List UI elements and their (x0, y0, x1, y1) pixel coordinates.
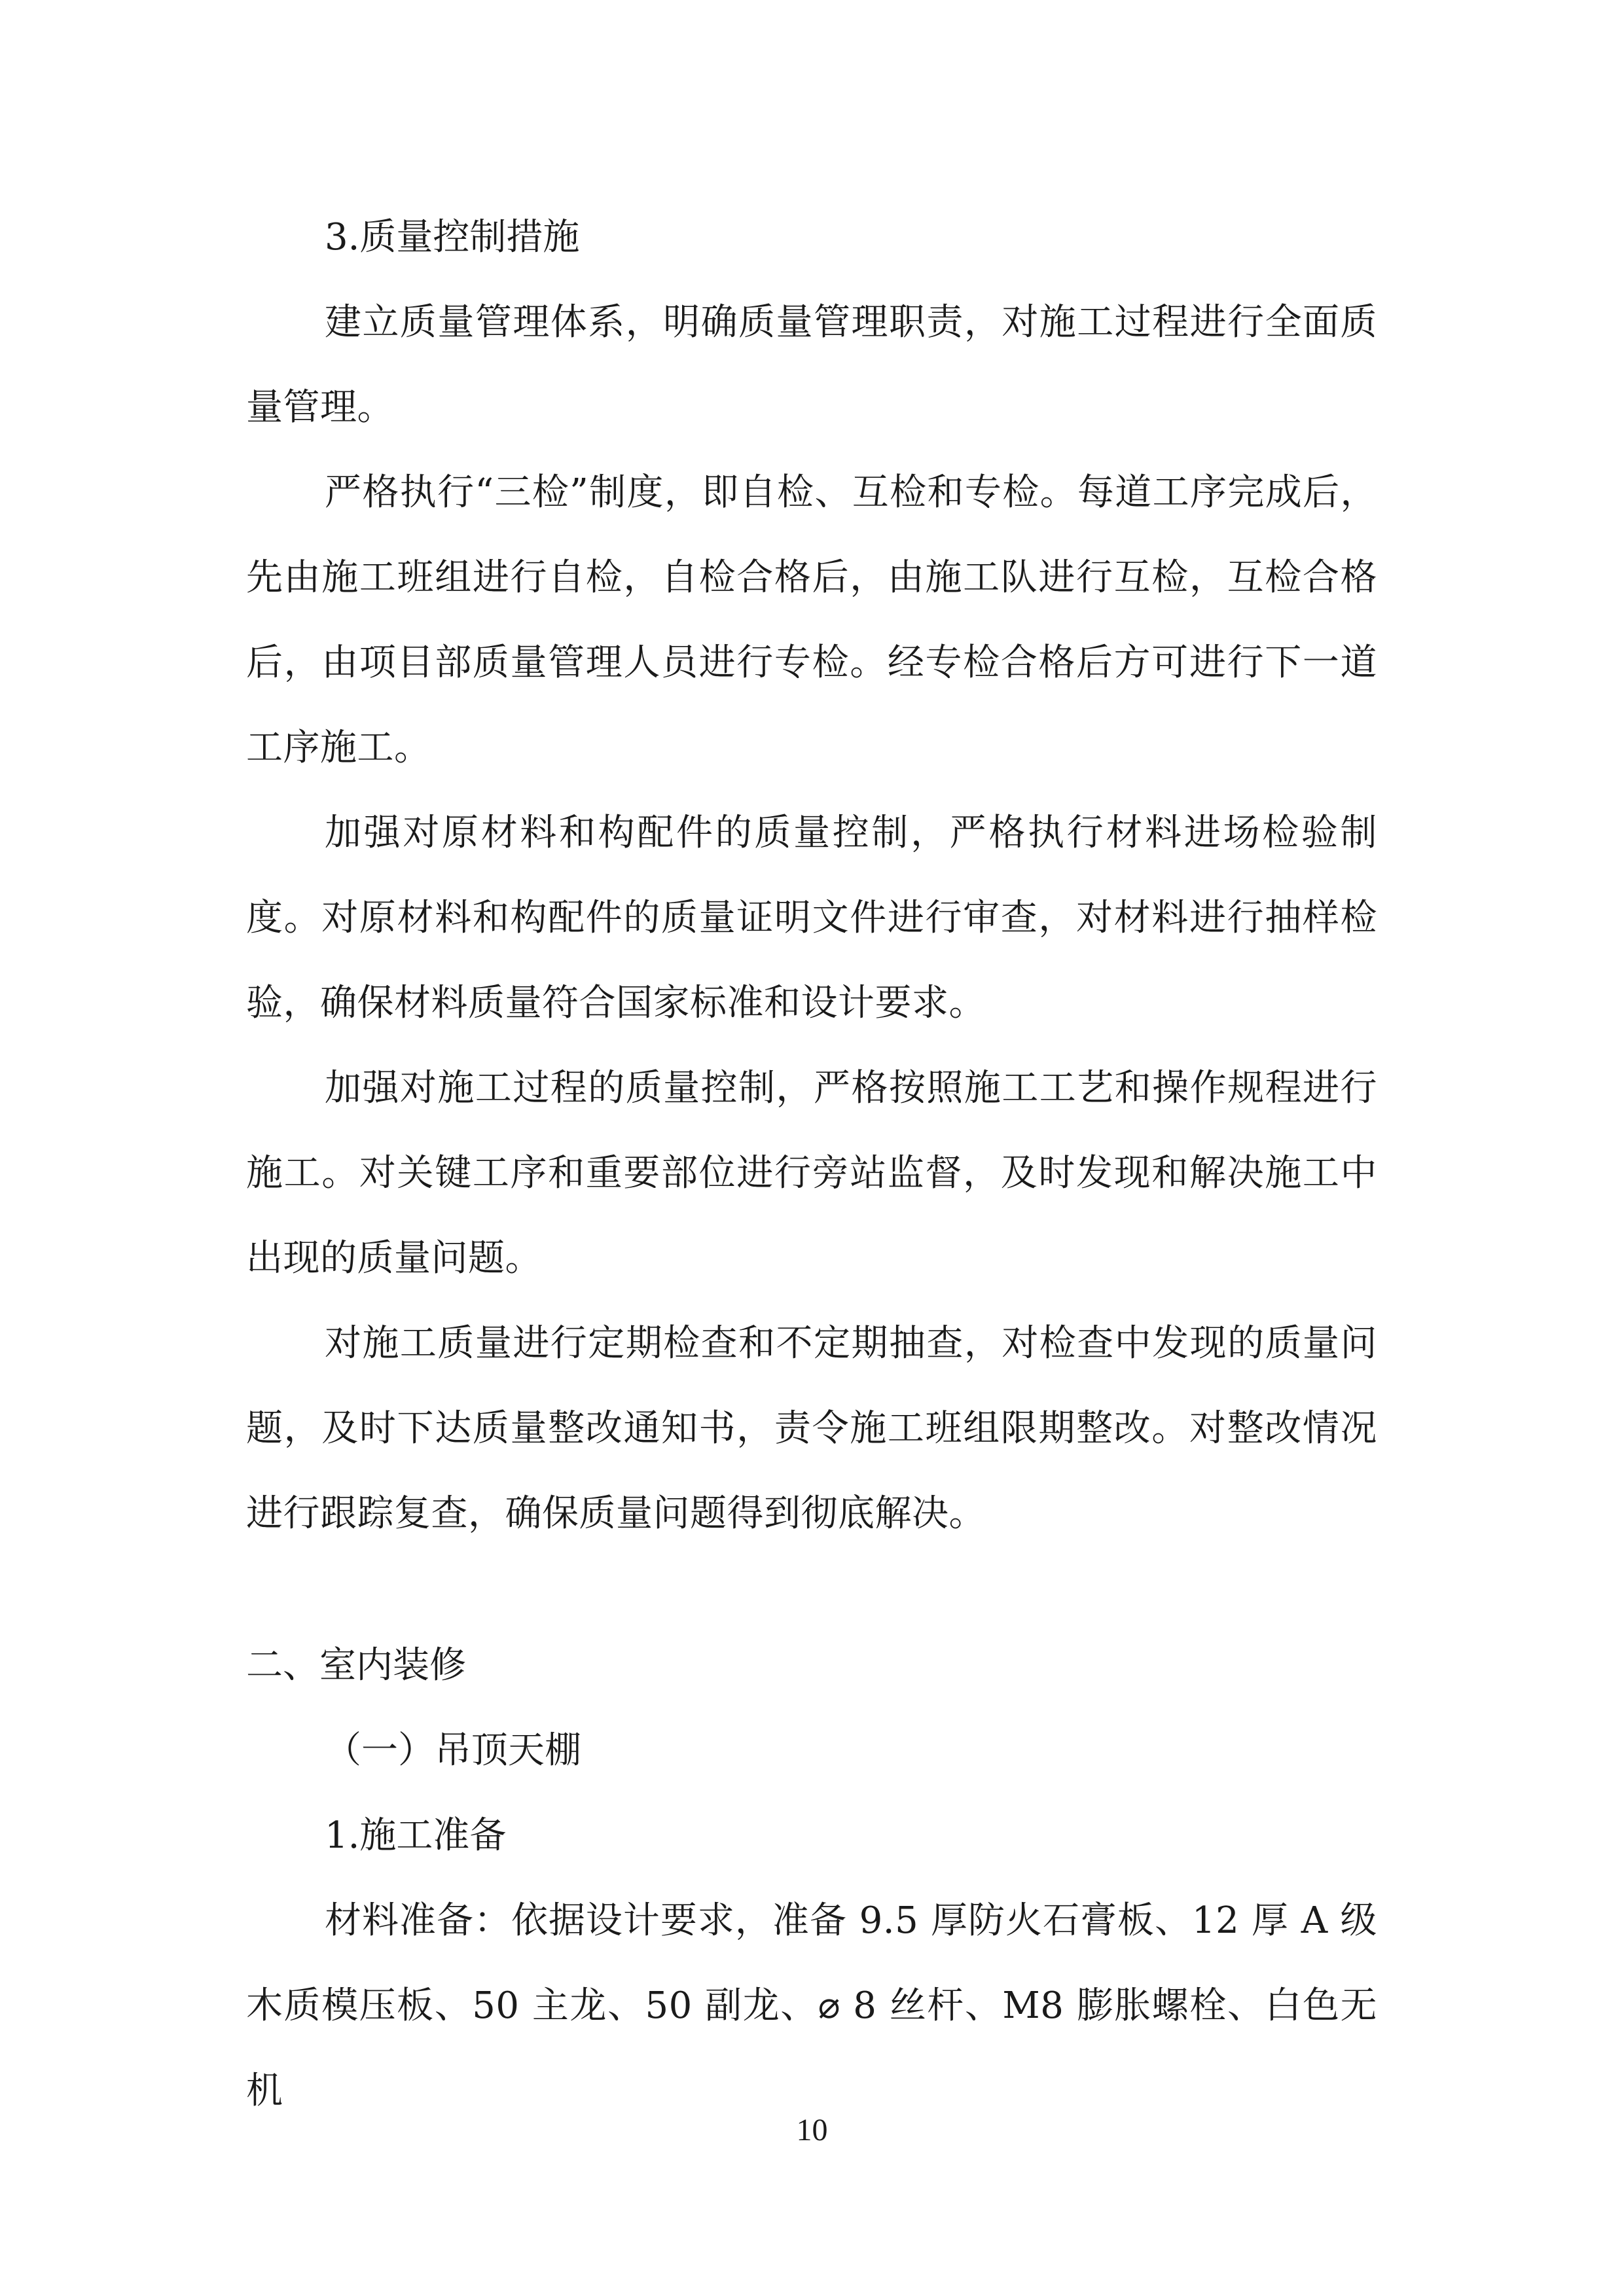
paragraph-material-control: 加强对原材料和构配件的质量控制，严格执行材料进场检验制度。对原材料和构配件的质量证明文件进行审查，对材料进行抽样检验，确保材料质量符合国家标准和设计要求。 (246, 812, 1377, 1024)
paragraph-process-control: 加强对施工过程的质量控制，严格按照施工工艺和操作规程进行施工。对关键工序和重要部位进行旁站监督，及时发现和解决施工中出现的质量问题。 (246, 1067, 1377, 1280)
paragraph-material-preparation: 材料准备：依据设计要求，准备 9.5 厚防火石膏板、12 厚 A 级木质模压板、50 主龙、50 副龙、⌀ 8 丝杆、M8 膨胀螺栓、白色无机 (246, 1899, 1377, 2112)
section-heading-quality-control: 3.质量控制措施 (325, 216, 580, 259)
paragraph-three-inspections: 严格执行“三检”制度，即自检、互检和专检。每道工序完成后，先由施工班组进行自检，自检合格后，由施工队进行互检，互检合格后，由项目部质量管理人员进行专检。经专检合格后方可进行下一道工序施工。 (246, 471, 1377, 769)
item-heading-construction-preparation: 1.施工准备 (325, 1814, 507, 1857)
page-number: 10 (796, 2113, 828, 2147)
paragraph-inspection-rectification: 对施工质量进行定期检查和不定期抽查，对检查中发现的质量问题，及时下达质量整改通知书，责令施工班组限期整改。对整改情况进行跟踪复查，确保质量问题得到彻底解决。 (246, 1322, 1377, 1535)
subsection-heading-suspended-ceiling: （一）吊顶天棚 (325, 1729, 581, 1772)
paragraph-quality-system: 建立质量管理体系，明确质量管理职责，对施工过程进行全面质量管理。 (246, 301, 1377, 429)
chapter-heading-interior-decoration: 二、室内装修 (246, 1644, 466, 1687)
